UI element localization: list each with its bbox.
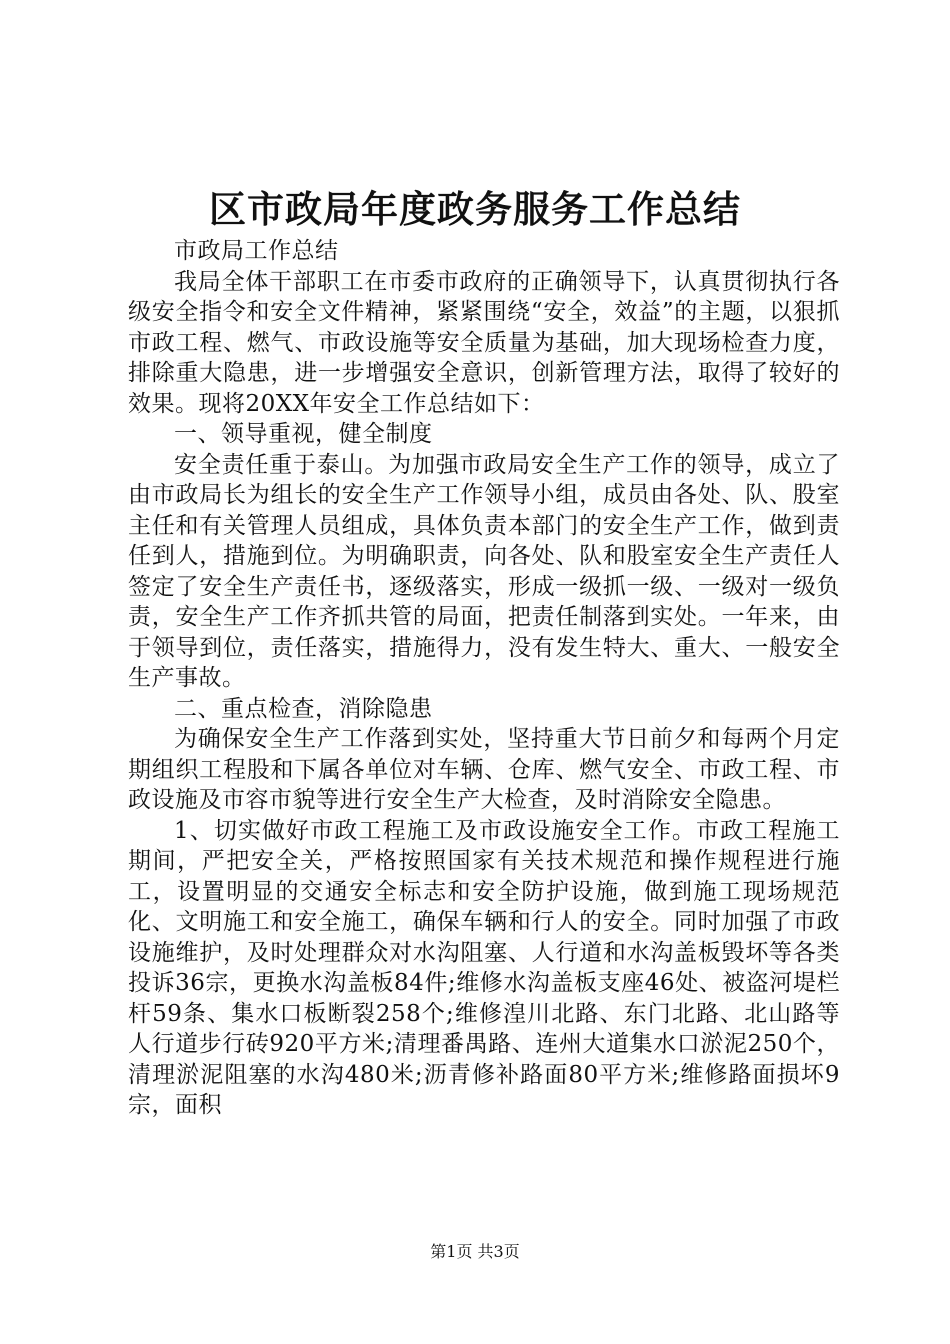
- paragraph-intro: 我局全体干部职工在市委市政府的正确领导下，认真贯彻执行各级安全指令和安全文件精神，紧紧围绕“安全，效益”的主题，以狠抓市政工程、燃气、市政设施等安全质量为基础，加大现场检查力度，排除重大隐患，进一步增强安全意识，创新管理方法，取得了较好的效果。现将20XX年安全工作总结如下：: [128, 268, 840, 417]
- paragraph-section-1: 安全责任重于泰山。为加强市政局安全生产工作的领导，成立了由市政局长为组长的安全生产工作领导小组，成员由各处、队、股室主任和有关管理人员组成，具体负责本部门的安全生产工作，做到责任到人，措施到位。为明确职责，向各处、队和股室安全生产责任人签定了安全生产责任书，逐级落实，形成一级抓一级、一级对一级负责，安全生产工作齐抓共管的局面，把责任制落到实处。一年来，由于领导到位，责任落实，措施得力，没有发生特大、重大、一般安全生产事故。: [128, 451, 840, 691]
- document-title: 区市政局年度政务服务工作总结: [209, 187, 741, 231]
- section-heading-2: 二、重点检查，消除隐患: [174, 695, 433, 722]
- paragraph-section-2: 为确保安全生产工作落到实处，坚持重大节日前夕和每两个月定期组织工程股和下属各单位对车辆、仓库、燃气安全、市政工程、市政设施及市容市貌等进行安全生产大检查，及时消除安全隐患。: [128, 726, 840, 813]
- paragraph-item-1: 1、切实做好市政工程施工及市政设施安全工作。市政工程施工期间，严把安全关，严格按照国家有关技术规范和操作规程进行施工，设置明显的交通安全标志和安全防护设施，做到施工现场规范化、文明施工和安全施工，确保车辆和行人的安全。同时加强了市政设施维护，及时处理群众对水沟阻塞、人行道和水沟盖板毁坏等各类投诉36宗，更换水沟盖板84件;维修水沟盖板支座46处、被盗河堤栏杆59条、集水口板断裂258个;维修湟川北路、东门北路、北山路等人行道步行砖920平方米;清理番禺路、连州大道集水口淤泥250个，清理淤泥阻塞的水沟480米;沥青修补路面80平方米;维修路面损坏9宗，面积: [128, 817, 840, 1118]
- document-body: [128, 236, 840, 1121]
- paragraph-subtitle: 市政局工作总结: [174, 238, 339, 264]
- page-footer: 第1页 共3页: [430, 1242, 520, 1261]
- section-heading-1: 一、领导重视，健全制度: [174, 421, 433, 447]
